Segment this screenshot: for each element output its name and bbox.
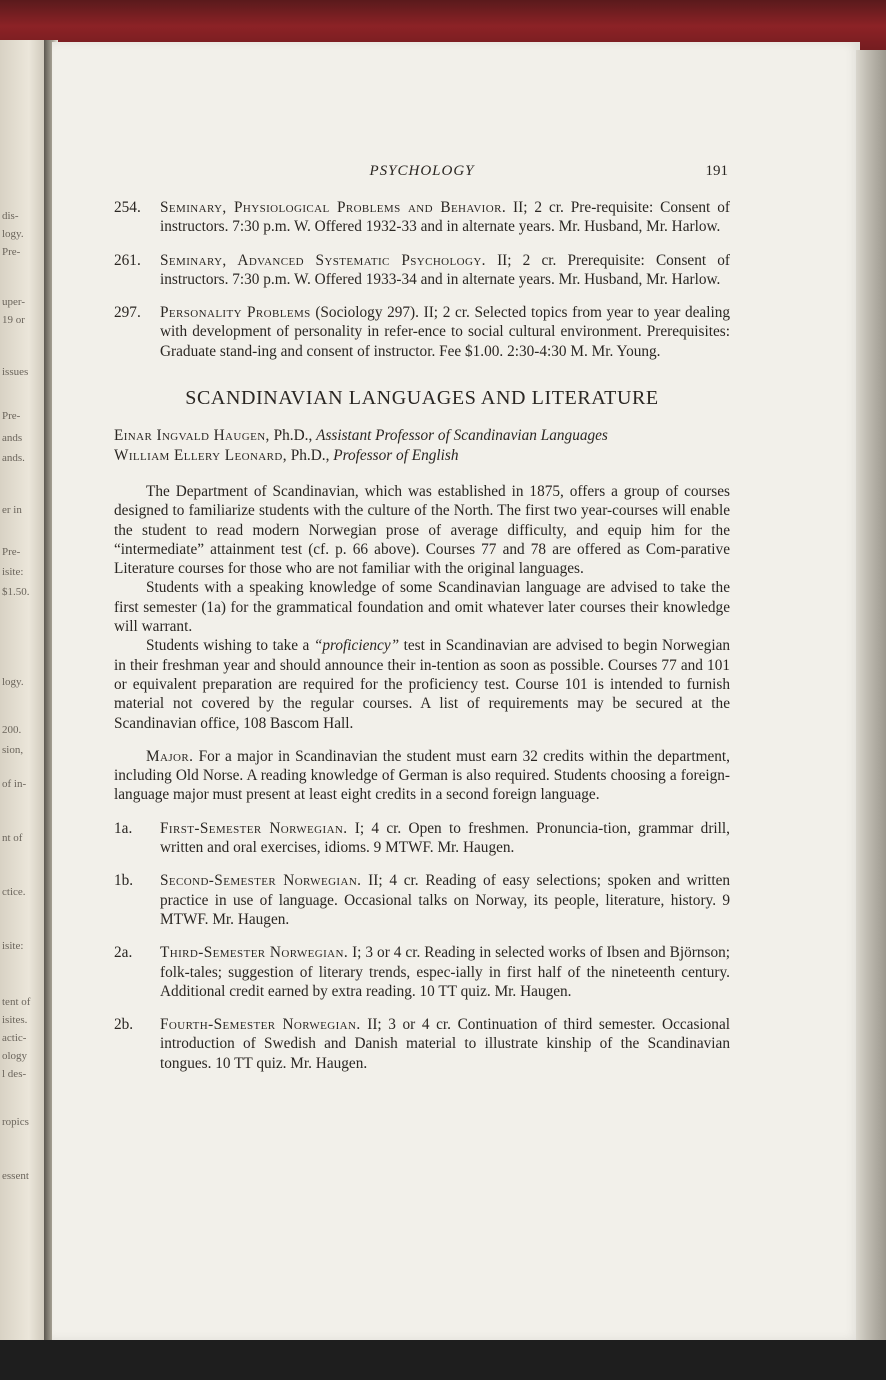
course-number: 254.	[114, 199, 141, 216]
course-title: Seminary, Physiological Problems and Behavior.	[160, 199, 507, 216]
course-description: II; 3 or 4 cr. Continuation of third semester. Occasional introduction of Swedish and Danish material to illustrate kinship of the Scandinavian tongues. 10 TT quiz. Mr. Haugen.	[160, 1016, 730, 1072]
course-title: Personality Problems	[160, 304, 311, 322]
course-entry	[114, 198, 730, 237]
faculty-title: Assistant Professor of Scandinavian Languages	[316, 427, 608, 445]
left-fragment: er in	[2, 504, 22, 516]
course-title: Second-Semester Norwegian.	[160, 872, 362, 890]
course-description: (Sociology 297). II; 2 cr. Selected topics from year to year dealing with development of personality in refer-ence to social cultural environment. Prerequisites: Graduate stand-ing and consent of instructor. Fee $1.00. 2:30-4:30 M. Mr. Young.	[160, 304, 730, 360]
running-head	[114, 160, 730, 184]
left-fragment: uper-	[2, 296, 25, 308]
psychology-course-list	[114, 198, 730, 361]
course-number: 297.	[114, 304, 141, 322]
faculty-list	[114, 426, 730, 465]
left-fragment: ology	[2, 1050, 28, 1062]
left-fragment: tent of	[2, 996, 31, 1008]
faculty-degree: Ph.D.,	[273, 427, 313, 445]
left-fragment: Pre-	[2, 246, 21, 258]
course-number: 261.	[114, 251, 141, 269]
proficiency-lead: Students wishing to take a	[146, 637, 310, 655]
course-title: Fourth-Semester Norwegian.	[160, 1016, 361, 1034]
left-fragment: ctice.	[2, 886, 26, 898]
left-fragment: Pre-	[2, 546, 21, 558]
left-fragment: $1.50.	[2, 586, 30, 598]
left-fragment: 19 or	[2, 314, 25, 326]
course-title: Seminary, Advanced Systematic Psychology.	[160, 251, 486, 269]
left-fragment: isite:	[2, 566, 24, 578]
faculty-member	[114, 446, 730, 465]
proficiency-term: “proficiency”	[313, 637, 400, 655]
scandinavian-course-list	[114, 819, 730, 1073]
course-entry	[114, 303, 730, 361]
scan-background	[0, 1340, 886, 1380]
major-text: For a major in Scandinavian the student must earn 32 credits within the department, including Old Norse. A reading knowledge of German is also required. Students choosing a foreign-language major must present at least eight credits in a second foreign language.	[114, 747, 731, 804]
faculty-degree: Ph.D.,	[290, 446, 330, 464]
course-entry	[114, 943, 730, 1001]
course-number: 2a.	[114, 944, 133, 962]
left-fragment: isite:	[2, 940, 24, 952]
course-title: Third-Semester Norwegian.	[160, 944, 349, 962]
running-head-title: PSYCHOLOGY	[369, 163, 475, 179]
left-page-text-fragments	[0, 40, 44, 1340]
body-paragraph: Students with a speaking knowledge of some Scandinavian language are advised to take the first semester (1a) for the grammatical foundation and omit whatever later courses their knowledge will warrant.	[114, 579, 730, 636]
course-description: II; 2 cr. Pre-requisite: Consent of instructors. 7:30 p.m. W. Offered 1932-33 and in alternate years. Mr. Husband, Mr. Harlow.	[160, 199, 730, 236]
left-fragment: logy.	[2, 228, 24, 240]
left-fragment: actic-	[2, 1032, 27, 1044]
left-fragment: isites.	[2, 1014, 28, 1026]
faculty-name: Einar Ingvald Haugen,	[114, 427, 270, 445]
left-fragment: issues	[2, 366, 29, 378]
left-fragment: dis-	[2, 210, 19, 222]
department-description	[114, 482, 730, 805]
course-entry	[114, 819, 730, 858]
faculty-member	[114, 426, 730, 445]
major-paragraph	[114, 747, 730, 805]
faculty-title: Professor of English	[333, 446, 459, 464]
left-fragment: sion,	[2, 744, 24, 756]
page-content	[114, 160, 730, 1087]
body-paragraph	[114, 636, 730, 732]
course-description: I; 4 cr. Open to freshmen. Pronuncia-tion, grammar drill, written and oral exercises, idioms. 9 MTWF. Mr. Haugen.	[160, 819, 730, 857]
page-stack-edge	[856, 50, 886, 1340]
left-fragment: l des-	[2, 1068, 27, 1080]
proficiency-rest: to begin Norwegian in their freshman year and should announce their in-tention as soon as possible. Courses 77 and 101 or equivalent preparation are required for the proficiency test. Course 101 is intended to furnish material not covered by the regular courses. A list of requirements may be secured at the Scandinavian office, 108 Bascom Hall.	[114, 637, 731, 732]
course-entry	[114, 871, 730, 929]
left-fragment: nt of	[2, 832, 23, 844]
proficiency-tail: test in Scandinavian are advised	[403, 637, 603, 655]
course-entry	[114, 1015, 730, 1073]
left-fragment: of in-	[2, 778, 27, 790]
section-heading: SCANDINAVIAN LANGUAGES AND LITERATURE	[185, 387, 659, 410]
course-description: II; 4 cr. Reading of easy selections; spoken and written practice in use of language. Occasional talks on Norway, its people, literature, history. 9 MTWF. Mr. Haugen.	[160, 872, 731, 928]
faculty-name: William Ellery Leonard,	[114, 446, 287, 464]
course-description: I; 3 or 4 cr. Reading in selected works of Ibsen and Björnson; folk-tales; suggestion of literary trends, espec-ially in first half of the nineteenth century. Additional credit earned by extra reading. 10 TT quiz. Mr. Haugen.	[160, 944, 731, 1000]
course-entry	[114, 251, 730, 290]
body-paragraph: The Department of Scandinavian, which was established in 1875, offers a group of courses designed to familiarize students with the culture of the North. The first two year-courses will enable the student to read modern Norwegian prose of average difficulty, and equip him for the “intermediate” attainment test (cf. p. 66 above). Courses 77 and 78 are offered as Com-parative Literature courses for those who are not familiar with the original languages.	[114, 482, 730, 578]
course-number: 1b.	[114, 872, 134, 890]
course-number: 2b.	[114, 1016, 134, 1034]
course-number: 1a.	[114, 819, 133, 837]
course-description: II; 2 cr. Prerequisite: Consent of instructors. 7:30 p.m. W. Offered 1933-34 and in alternate years. Mr. Husband, Mr. Harlow.	[160, 251, 730, 288]
left-fragment: ands.	[2, 452, 25, 464]
left-fragment: ands	[2, 432, 23, 444]
major-label: Major.	[146, 747, 194, 765]
left-fragment: 200.	[2, 724, 22, 736]
page-number: 191	[705, 163, 728, 179]
course-title: First-Semester Norwegian.	[160, 819, 348, 837]
left-fragment: logy.	[2, 676, 24, 688]
left-fragment: essent	[2, 1170, 29, 1182]
left-fragment: ropics	[2, 1116, 29, 1128]
left-fragment: Pre-	[2, 410, 21, 422]
